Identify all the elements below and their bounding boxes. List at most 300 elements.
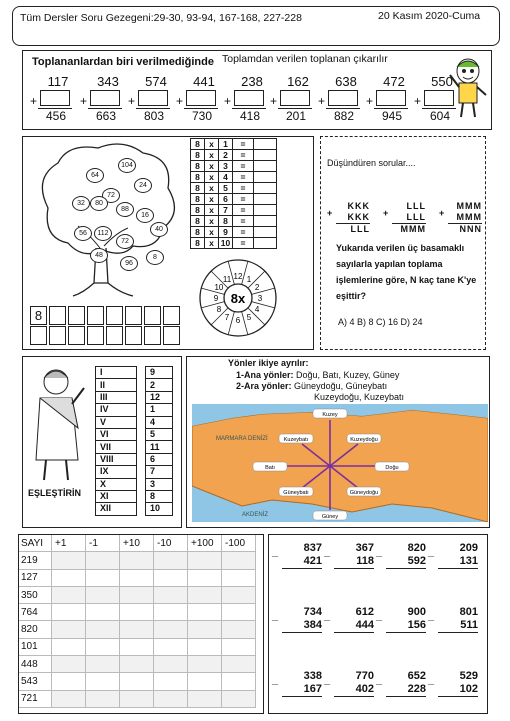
answer-cell[interactable]	[30, 326, 47, 345]
addition-problem	[366, 54, 416, 124]
subtrahend: 402	[355, 683, 374, 695]
answer-cell: =	[233, 172, 254, 183]
turkey-map	[192, 404, 488, 522]
missing-addend-box[interactable]	[138, 90, 168, 106]
direction-label: Batı	[265, 465, 275, 471]
gap	[137, 428, 146, 440]
letter-addition	[383, 201, 426, 235]
times-cell: x	[205, 150, 219, 161]
arabic-number[interactable]: 10	[146, 503, 173, 515]
subtrahend: 592	[407, 555, 426, 567]
answer-cell[interactable]	[125, 306, 142, 325]
minuend: 652	[407, 670, 426, 682]
direction-label: Kuzeydoğu	[350, 437, 378, 443]
answer-cell[interactable]	[125, 326, 142, 345]
answer-cell[interactable]	[87, 306, 104, 325]
missing-addend-box[interactable]	[186, 90, 216, 106]
plus-sign: +	[80, 94, 88, 108]
times-cell: x	[205, 139, 219, 150]
arabic-number[interactable]: 11	[146, 441, 173, 453]
answer-cell[interactable]	[68, 306, 85, 325]
minuend: 801	[459, 606, 478, 618]
times-cell: 8	[191, 161, 205, 172]
letter-row: KKK	[347, 212, 370, 222]
result-cell[interactable]	[254, 172, 277, 183]
sayi-value: 101	[18, 638, 52, 655]
times-row	[191, 238, 277, 249]
arabic-number[interactable]: 9	[146, 367, 173, 379]
gap	[137, 379, 146, 391]
addition-problem	[318, 54, 368, 124]
column-header: -10	[154, 535, 188, 552]
times-cell: 2	[219, 150, 233, 161]
sum-value: 663	[95, 109, 117, 123]
roman-character-icon	[26, 364, 88, 484]
sea-marmara: MARMARA DENİZİ	[216, 436, 268, 442]
subtraction-problem	[324, 606, 374, 646]
roman-numeral[interactable]: VI	[96, 428, 137, 440]
wheel-number: 9	[213, 294, 219, 303]
wheel-number: 4	[254, 305, 260, 314]
arabic-number[interactable]: 2	[146, 379, 173, 391]
subtraction-problem	[376, 542, 426, 582]
times-cell: 10	[219, 238, 233, 249]
times-cell: 8	[191, 172, 205, 183]
sayi-value: 764	[18, 604, 52, 621]
answer-cell[interactable]	[49, 306, 66, 325]
addition-problem	[128, 54, 178, 124]
answer-cell[interactable]	[163, 326, 180, 345]
wheel-number: 10	[214, 283, 224, 292]
letter-addition	[439, 201, 482, 235]
minuend: 770	[355, 670, 374, 682]
column-header: +10	[120, 535, 154, 552]
times-cell: x	[205, 194, 219, 205]
wheel-number: 1	[246, 274, 252, 284]
sayi-value: 127	[18, 569, 52, 586]
times-cell: x	[205, 161, 219, 172]
subtraction-problem	[272, 542, 322, 582]
letter-row: MMM	[456, 212, 482, 222]
main-directions-text: Doğu, Batı, Kuzey, Güney	[296, 370, 400, 380]
addend-top: 550	[431, 74, 453, 89]
answer-cell[interactable]	[106, 306, 123, 325]
subtrahend: 102	[459, 683, 478, 695]
subtrahend: 118	[356, 555, 374, 567]
letter-result: MMM	[392, 223, 426, 235]
sayi-value: 448	[18, 656, 52, 673]
answer-cell[interactable]	[163, 306, 180, 325]
sayi-value: 543	[18, 673, 52, 690]
times-cell: 1	[219, 139, 233, 150]
result-line	[438, 568, 478, 582]
subtrahend: 421	[303, 555, 322, 567]
addend-top: 238	[241, 74, 263, 89]
times-cell: x	[205, 227, 219, 238]
arabic-number[interactable]: 6	[146, 453, 173, 465]
gap	[137, 404, 146, 416]
addend-top: 441	[193, 74, 215, 89]
plus-sign: +	[327, 208, 334, 218]
tree-number: 88	[116, 202, 134, 217]
subtrahend: 167	[303, 683, 322, 695]
header-pages: Tüm Dersler Soru Gezegeni:29-30, 93-94, 167-168, 227-228	[20, 12, 302, 24]
addend-top: 574	[145, 74, 167, 89]
result-line	[386, 696, 426, 710]
main-directions-label: 1-Ana yönler:	[236, 370, 294, 380]
tree-number: 96	[120, 256, 138, 271]
times-cell: 6	[219, 194, 233, 205]
minus-sign: _	[324, 546, 331, 558]
puzzle-options: A) 4 B) 8 C) 16 D) 24	[338, 317, 423, 327]
sayi-value: 350	[18, 586, 52, 603]
gap	[137, 453, 146, 465]
puzzle-title: Düşündüren sorular....	[327, 158, 416, 168]
header-date: 20 Kasım 2020-Cuma	[378, 10, 481, 22]
subtraction-problem	[324, 670, 374, 710]
roman-row	[96, 478, 173, 490]
answer-cell[interactable]	[106, 326, 123, 345]
tree-number: 40	[150, 222, 168, 237]
roman-row	[96, 367, 173, 379]
child-cartoon-icon	[448, 55, 488, 121]
addition-problem	[176, 54, 226, 124]
times-row	[191, 205, 277, 216]
sum-value: 201	[285, 109, 307, 123]
minuend: 338	[303, 670, 322, 682]
sum-value: 945	[381, 109, 403, 123]
wheel-number: 5	[246, 313, 252, 323]
subtraction-problem	[272, 606, 322, 646]
answer-cell[interactable]	[87, 326, 104, 345]
gap	[137, 478, 146, 490]
times-row	[191, 172, 277, 183]
subtraction-problem	[324, 542, 374, 582]
missing-addend-box[interactable]	[376, 90, 406, 106]
addition-problem	[80, 54, 130, 124]
times-cell: 8	[191, 150, 205, 161]
times-row	[191, 139, 277, 150]
sayi-value: 820	[18, 621, 52, 638]
tree-number: 8	[146, 250, 164, 265]
tree-number: 48	[90, 248, 108, 263]
roman-numeral[interactable]: XII	[96, 503, 137, 515]
minuend: 837	[303, 542, 322, 554]
result-line	[282, 696, 322, 710]
subtrahend: 156	[407, 619, 426, 631]
missing-addend-box[interactable]	[40, 90, 70, 106]
arabic-number[interactable]: 8	[146, 490, 173, 502]
arabic-number[interactable]: 4	[146, 416, 173, 428]
minus-sign: _	[428, 610, 435, 622]
minuend: 209	[459, 542, 478, 554]
minus-sign: _	[272, 546, 279, 558]
plus-sign: +	[270, 94, 278, 108]
tree-number: 64	[86, 168, 104, 183]
column-header: -100	[222, 535, 256, 552]
gap	[137, 367, 146, 379]
minus-sign: _	[324, 674, 331, 686]
result-cell[interactable]	[254, 194, 277, 205]
times-cell: 8	[191, 227, 205, 238]
direction-label: Güneybatı	[283, 490, 309, 496]
times-cell: x	[205, 205, 219, 216]
times-cell: 3	[219, 161, 233, 172]
result-line	[438, 696, 478, 710]
times-cell: 8	[191, 183, 205, 194]
plus-sign: +	[30, 94, 38, 108]
subtraction-problem	[376, 606, 426, 646]
times-row	[191, 227, 277, 238]
letter-row: LLL	[406, 212, 426, 222]
arabic-number[interactable]: 3	[146, 478, 173, 490]
answer-cell: =	[233, 183, 254, 194]
answer-cell: =	[233, 238, 254, 249]
sum-value: 882	[333, 109, 355, 123]
roman-numeral[interactable]: IV	[96, 404, 137, 416]
inter-directions-text: Güneydoğu, Güneybatı	[294, 381, 388, 391]
result-line	[386, 568, 426, 582]
roman-numeral[interactable]: IX	[96, 466, 137, 478]
times-cell: 8	[191, 238, 205, 249]
minuend: 529	[459, 670, 478, 682]
answer-cell: =	[233, 216, 254, 227]
arabic-number[interactable]: 1	[146, 404, 173, 416]
times-cell: 7	[219, 205, 233, 216]
column-header: SAYI	[18, 535, 52, 552]
addend-top: 343	[97, 74, 119, 89]
plus-sign: +	[366, 94, 374, 108]
times-cell: 8	[191, 216, 205, 227]
addend-top: 472	[383, 74, 405, 89]
sayi-section	[18, 534, 264, 714]
minus-sign: _	[428, 546, 435, 558]
subtraction-problem	[376, 670, 426, 710]
letter-row: LLL	[406, 201, 426, 211]
gap	[137, 441, 146, 453]
subtrahend: 384	[303, 619, 322, 631]
times-row	[191, 216, 277, 227]
roman-row	[96, 428, 173, 440]
plus-sign: +	[318, 94, 326, 108]
addition-problem	[270, 54, 320, 124]
answer-cell: =	[233, 139, 254, 150]
times-cell: x	[205, 238, 219, 249]
gap	[137, 490, 146, 502]
inter-directions	[236, 381, 387, 391]
result-cell[interactable]	[254, 161, 277, 172]
result-line	[386, 632, 426, 646]
roman-row	[96, 503, 173, 515]
result-cell[interactable]	[254, 216, 277, 227]
direction-label: Kuzeybatı	[283, 437, 309, 443]
letter-addition	[327, 201, 370, 235]
roman-numeral[interactable]: III	[96, 391, 137, 403]
roman-row	[96, 379, 173, 391]
result-line	[282, 568, 322, 582]
wheel-number: 2	[254, 283, 260, 292]
roman-row	[96, 490, 173, 502]
sayi-value: 219	[18, 552, 52, 569]
roman-numeral[interactable]: VII	[96, 441, 137, 453]
times-cell: 4	[219, 172, 233, 183]
subtraction-problem	[428, 606, 478, 646]
wheel-number: 12	[233, 272, 243, 281]
wheel-number: 8	[216, 305, 222, 314]
match-label: EŞLEŞTİRİN	[28, 488, 82, 498]
roman-numeral[interactable]: VIII	[96, 453, 137, 465]
roman-numeral[interactable]: V	[96, 416, 137, 428]
letter-row: MMM	[456, 201, 482, 211]
answer-cell[interactable]	[49, 326, 66, 345]
times-row	[191, 150, 277, 161]
direction-label: Kuzey	[322, 412, 338, 418]
sum-value: 803	[143, 109, 165, 123]
subtraction-problem	[428, 670, 478, 710]
roman-numeral[interactable]: X	[96, 478, 137, 490]
roman-row	[96, 441, 173, 453]
answer-cell[interactable]: 8	[30, 306, 47, 325]
result-cell[interactable]	[254, 205, 277, 216]
result-line	[334, 632, 374, 646]
result-line	[334, 568, 374, 582]
addend-top: 162	[287, 74, 309, 89]
wheel-number: 7	[224, 313, 230, 323]
sayi-value: 721	[18, 690, 52, 707]
roman-table	[95, 366, 173, 516]
tree-number: 72	[116, 234, 134, 249]
column-header: -1	[86, 535, 120, 552]
roman-row	[96, 416, 173, 428]
addend-top: 638	[335, 74, 357, 89]
number-tree-illustration	[28, 138, 184, 298]
answer-cell[interactable]	[144, 326, 161, 345]
column-header: +100	[188, 535, 222, 552]
times-cell: x	[205, 216, 219, 227]
times-cell: 9	[219, 227, 233, 238]
addition-title: Toplananlardan biri verilmediğinde	[32, 56, 214, 68]
minuend: 820	[407, 542, 426, 554]
times-row	[191, 183, 277, 194]
missing-addend-box[interactable]	[280, 90, 310, 106]
roman-numeral[interactable]: II	[96, 379, 137, 391]
subtrahend: 228	[407, 683, 426, 695]
main-directions	[236, 370, 399, 380]
missing-addend-box[interactable]	[234, 90, 264, 106]
times-cell: 8	[219, 216, 233, 227]
plus-sign: +	[176, 94, 184, 108]
inter-directions-cont: Kuzeydoğu, Kuzeybatı	[314, 392, 405, 402]
direction-label: Güney	[321, 514, 339, 520]
column-header: +1	[52, 535, 86, 552]
tree-number: 112	[94, 226, 112, 241]
letter-result: NNN	[448, 223, 482, 235]
tree-number: 16	[136, 208, 154, 223]
arabic-number[interactable]: 7	[146, 466, 173, 478]
tree-number: 32	[72, 196, 90, 211]
addition-problem	[30, 54, 80, 124]
times-cell: x	[205, 183, 219, 194]
times-cell: 8	[191, 205, 205, 216]
arabic-number[interactable]: 12	[146, 391, 173, 403]
missing-addend-box[interactable]	[328, 90, 358, 106]
plus-sign: +	[439, 208, 446, 218]
result-cell[interactable]	[254, 150, 277, 161]
times-cell: 8	[191, 194, 205, 205]
answer-cell: =	[233, 227, 254, 238]
result-cell[interactable]	[254, 238, 277, 249]
minus-sign: _	[272, 674, 279, 686]
sum-value: 604	[429, 109, 451, 123]
gap	[137, 391, 146, 403]
letter-result: LLL	[336, 223, 370, 235]
result-cell[interactable]	[254, 227, 277, 238]
times-table-8	[190, 138, 277, 249]
times-cell: 5	[219, 183, 233, 194]
result-line	[438, 632, 478, 646]
plus-sign: +	[383, 208, 390, 218]
sum-value: 456	[45, 109, 67, 123]
arabic-number[interactable]: 5	[146, 428, 173, 440]
answer-cell[interactable]	[68, 326, 85, 345]
wheel-number: 11	[222, 274, 232, 284]
direction-label: Doğu	[385, 465, 399, 471]
answer-cell: =	[233, 150, 254, 161]
subtraction-problem	[428, 542, 478, 582]
roman-numeral[interactable]: XI	[96, 490, 137, 502]
tree-number: 72	[102, 188, 120, 203]
subtrahend: 131	[459, 555, 478, 567]
answer-cell: =	[233, 194, 254, 205]
times-row	[191, 194, 277, 205]
minus-sign: _	[376, 610, 383, 622]
sea-akdeniz: AKDENİZ	[242, 512, 269, 518]
minus-sign: _	[324, 610, 331, 622]
missing-addend-box[interactable]	[90, 90, 120, 106]
wheel-center: 8x	[230, 291, 246, 306]
gap	[137, 466, 146, 478]
roman-row	[96, 466, 173, 478]
wheel-number: 3	[257, 294, 263, 303]
minus-sign: _	[376, 546, 383, 558]
result-cell[interactable]	[254, 139, 277, 150]
minuend: 612	[355, 606, 374, 618]
roman-row	[96, 404, 173, 416]
result-cell[interactable]	[254, 183, 277, 194]
sum-value: 418	[239, 109, 261, 123]
answer-cell[interactable]	[144, 306, 161, 325]
roman-numeral[interactable]: I	[96, 367, 137, 379]
times-row	[191, 161, 277, 172]
minus-sign: _	[428, 674, 435, 686]
times-cell: 8	[191, 139, 205, 150]
minuend: 367	[355, 542, 374, 554]
wheel-number: 6	[235, 316, 241, 325]
answer-cell: =	[233, 205, 254, 216]
tree-number: 104	[118, 158, 136, 173]
times-cell: x	[205, 172, 219, 183]
addition-problem	[224, 54, 274, 124]
tree-number: 24	[134, 178, 152, 193]
result-line	[334, 696, 374, 710]
answer-cell: =	[233, 161, 254, 172]
addition-subtitle: Toplamdan verilen toplanan çıkarılır	[222, 53, 388, 65]
sum-value: 730	[191, 109, 213, 123]
letter-row: KKK	[347, 201, 370, 211]
subtrahend: 511	[460, 619, 478, 631]
gap	[137, 416, 146, 428]
addend-top: 117	[47, 74, 69, 89]
